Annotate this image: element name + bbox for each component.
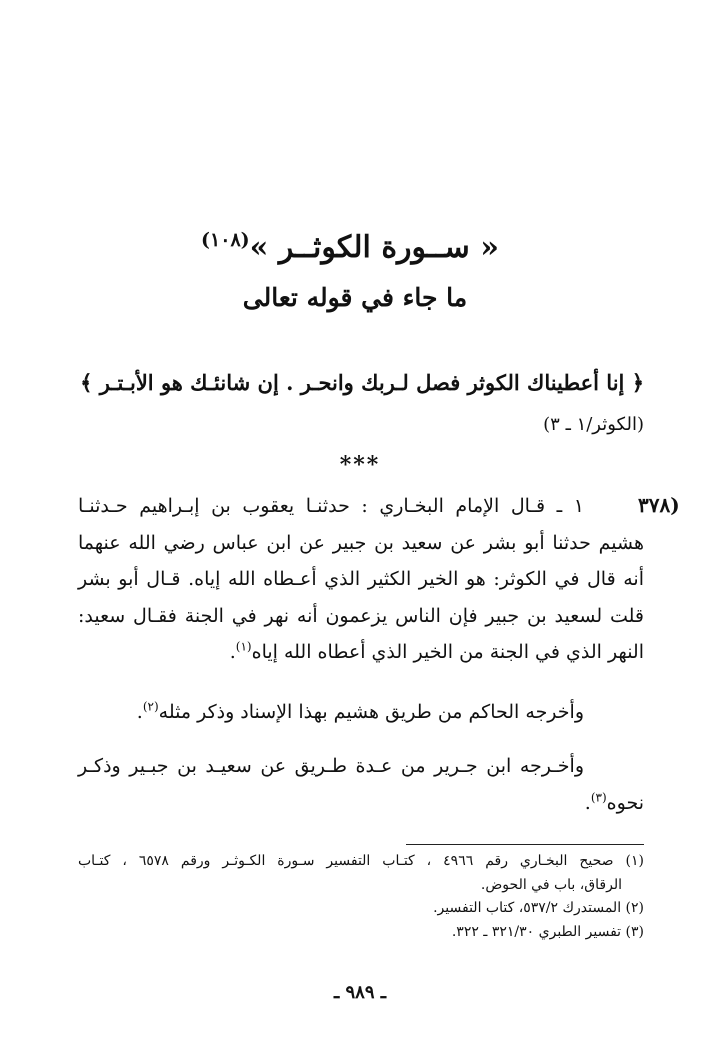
section-title: ما جاء في قوله تعالى xyxy=(242,283,468,312)
hadith-line: ١ ـ قـال الإمام البخـاري : حدثنـا يعقوب بن إبـراهيم حـدثنـا xyxy=(78,495,584,517)
hadith-number: (٣٧٨ xyxy=(638,493,680,517)
paragraph-text: وأخرجه الحاكم من طريق هشيم بهذا الإسناد وذكر مثله xyxy=(158,701,584,723)
footnote-text: المستدرك ٥٣٧/٢، كتاب التفسير. xyxy=(433,900,622,916)
hadith-line-text: النهر الذي في الجنة من الخير الذي أعطاه الله إياه xyxy=(251,641,644,663)
footnote-item xyxy=(78,850,644,874)
footnote-continuation: الرقاق، باب في الحوض. xyxy=(480,876,622,893)
footnote-text: تفسير الطبري ٣٢١/٣٠ ـ ٣٢٢. xyxy=(451,923,622,940)
paragraph-line: وأخـرجه ابن جـرير من عـدة طـريق عن سعيـد بن جبـير وذكـر xyxy=(78,755,584,777)
quran-verse: ﴿ إنا أعطيناك الكوثر فصل لـربك وانحـر . إن شانئـك هو الأبـتـر ﴾ xyxy=(80,370,644,395)
footnote-ref[interactable]: (٢) xyxy=(142,699,159,714)
footnote-text: صحيح البخـاري رقم ٤٩٦٦ ، كتـاب التفسير سـورة الكـوثـر ورقم ٦٥٧٨ ، كتـاب xyxy=(78,853,614,869)
verse-reference: (الكوثر/١ ـ ٣) xyxy=(543,414,644,435)
sentence-end: . xyxy=(229,641,236,663)
surah-title xyxy=(150,218,550,270)
paragraph-hakim xyxy=(78,694,644,731)
footnote-ref[interactable]: (١) xyxy=(235,639,252,654)
footnote-item xyxy=(78,897,644,921)
footnote-divider xyxy=(406,844,644,845)
footnotes xyxy=(78,850,644,944)
sentence-end: . xyxy=(584,791,591,814)
hadith-line: قلت لسعيد بن جبير فإن الناس يزعمون أنه نهر في الجنة فقـال سعيد: xyxy=(78,604,644,627)
hadith-line: أنه قال في الكوثر: هو الخير الكثير الذي أعـطاه الله إياه. قـال أبو بشر xyxy=(78,568,644,590)
page-number: ـ ٩٨٩ ـ xyxy=(333,982,387,1003)
section-separator: *** xyxy=(339,452,381,478)
paragraph-line-last xyxy=(78,785,644,822)
footnote-marker: (٢) xyxy=(625,900,644,916)
footnote-marker: (١) xyxy=(625,853,645,869)
paragraph-text: نحوه xyxy=(606,791,644,814)
surah-title-text: « ســورة الكوثــر » xyxy=(249,230,499,265)
footnote-marker: (٣) xyxy=(625,923,644,940)
surah-number: (١٠٨) xyxy=(201,229,250,251)
footnote-item xyxy=(78,921,644,945)
footnote-ref[interactable]: (٣) xyxy=(590,790,607,805)
sentence-end: . xyxy=(136,701,143,723)
hadith-line-last xyxy=(78,634,644,671)
hadith-line: هشيم حدثنا أبو بشر عن سعيد بن جبير عن ابن عباس رضي الله عنهما xyxy=(78,531,644,554)
paragraph-tabari xyxy=(78,748,644,821)
hadith-text xyxy=(78,488,644,671)
paragraph-line xyxy=(78,694,644,731)
